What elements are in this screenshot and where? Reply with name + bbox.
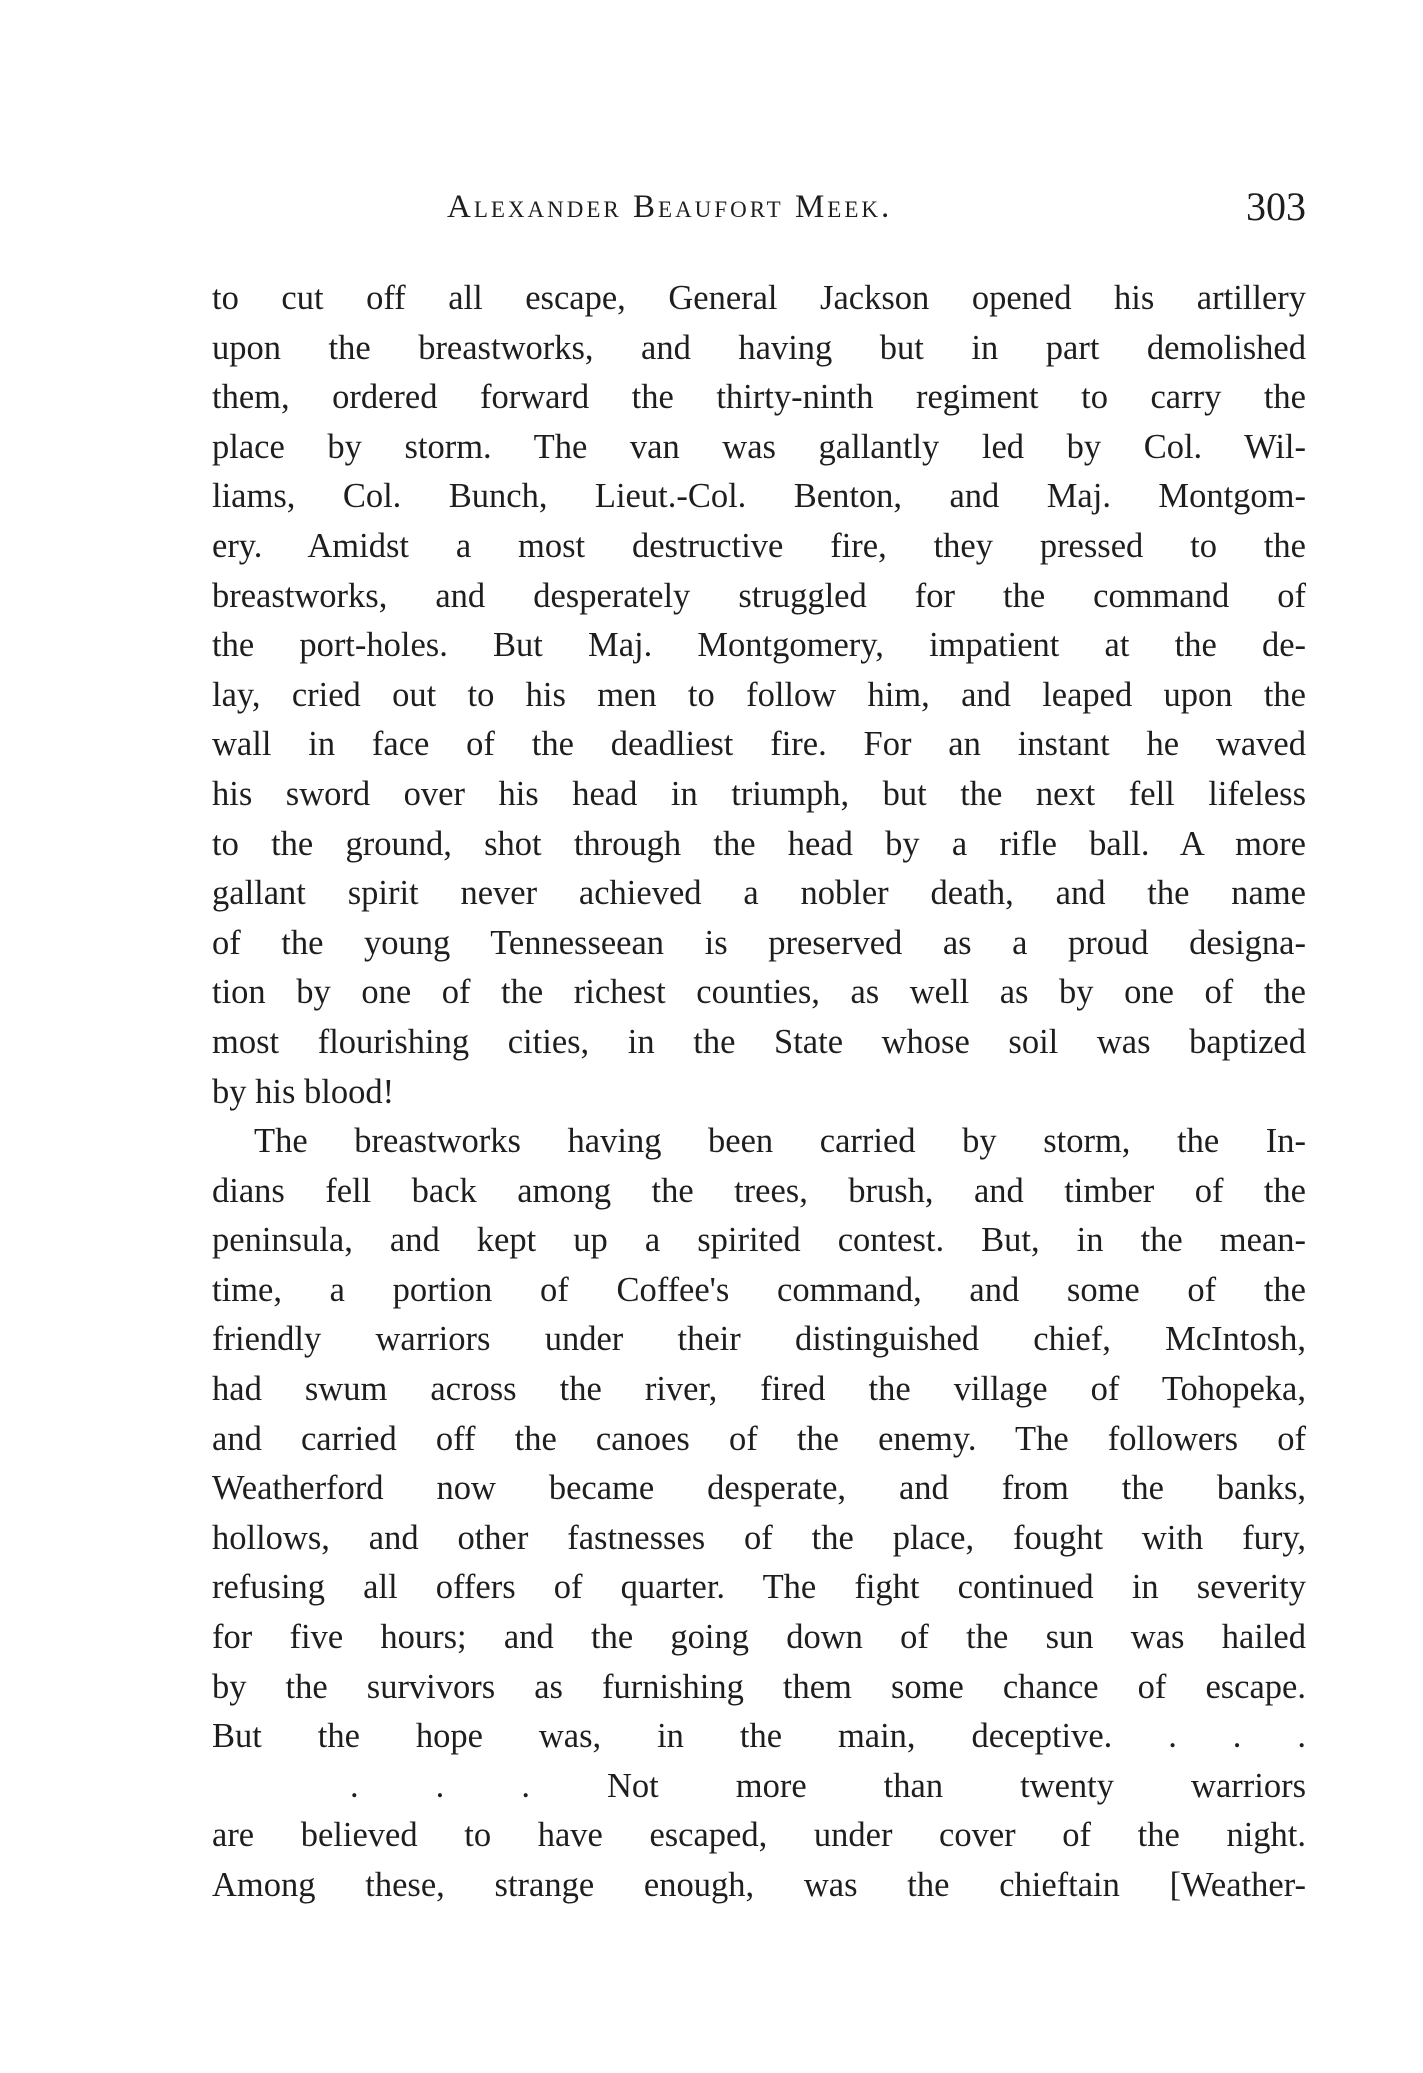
text-line: dians fell back among the trees, brush, and timber of the (212, 1171, 1306, 1210)
text-line: his sword over his head in triumph, but the next fell lifeless (212, 774, 1306, 813)
text-line: hollows, and other fastnesses of the place, fought with fury, (212, 1518, 1306, 1557)
text-line: tion by one of the richest counties, as well as by one of the (212, 973, 1306, 1012)
page-number: 303 (1246, 184, 1306, 229)
body-text (212, 274, 1306, 1911)
text-line: upon the breastworks, and having but in part demolished (212, 328, 1306, 367)
text-line: gallant spirit never achieved a nobler death, and the name (212, 874, 1306, 913)
paragraph-first-line: The breastworks having been carried by storm, the In- (254, 1122, 1306, 1161)
text-line: to the ground, shot through the head by a rifle ball. A more (212, 824, 1306, 863)
text-line: them, ordered forward the thirty-ninth regiment to carry the (212, 378, 1306, 417)
text-line: wall in face of the deadliest fire. For an instant he waved (212, 725, 1306, 764)
text-line: place by storm. The van was gallantly led by Col. Wil- (212, 427, 1306, 466)
text-line: and carried off the canoes of the enemy. The followers of (212, 1419, 1306, 1458)
ellipsis-line: But the hope was, in the main, deceptive. . . . (212, 1717, 1306, 1756)
text-line: the port-holes. But Maj. Montgomery, impatient at the de- (212, 626, 1306, 665)
text-line: most flourishing cities, in the State whose soil was baptized (212, 1022, 1306, 1061)
running-title: Alexander Beaufort Meek. (447, 189, 893, 225)
text-line: ery. Amidst a most destructive fire, they pressed to the (212, 526, 1306, 565)
text-line: Weatherford now became desperate, and from the banks, (212, 1469, 1306, 1508)
text-line: are believed to have escaped, under cover of the night. (212, 1816, 1306, 1855)
running-head (212, 183, 1306, 233)
text-line: for five hours; and the going down of the sun was hailed (212, 1618, 1306, 1657)
text-line: friendly warriors under their distinguished chief, McIntosh, (212, 1320, 1306, 1359)
ellipsis-line: . . . Not more than twenty warriors (350, 1766, 1306, 1805)
text-line: peninsula, and kept up a spirited contest. But, in the mean- (212, 1221, 1306, 1260)
text-line: Among these, strange enough, was the chieftain [Weather- (212, 1866, 1306, 1904)
text-line: lay, cried out to his men to follow him, and leaped upon the (212, 675, 1306, 714)
text-line: refusing all offers of quarter. The fight continued in severity (212, 1568, 1306, 1607)
text-line: breastworks, and desperately struggled for the command of (212, 576, 1306, 615)
text-line: time, a portion of Coffee's command, and some of the (212, 1270, 1306, 1309)
text-line: of the young Tennesseean is preserved as a proud designa- (212, 923, 1306, 962)
text-line: to cut off all escape, General Jackson opened his artillery (212, 279, 1306, 317)
text-line: by the survivors as furnishing them some chance of escape. (212, 1667, 1306, 1706)
text-line: liams, Col. Bunch, Lieut.-Col. Benton, and Maj. Montgom- (212, 477, 1306, 516)
text-line: had swum across the river, fired the village of Tohopeka, (212, 1370, 1306, 1409)
paragraph-end-line: by his blood! (212, 1072, 395, 1111)
